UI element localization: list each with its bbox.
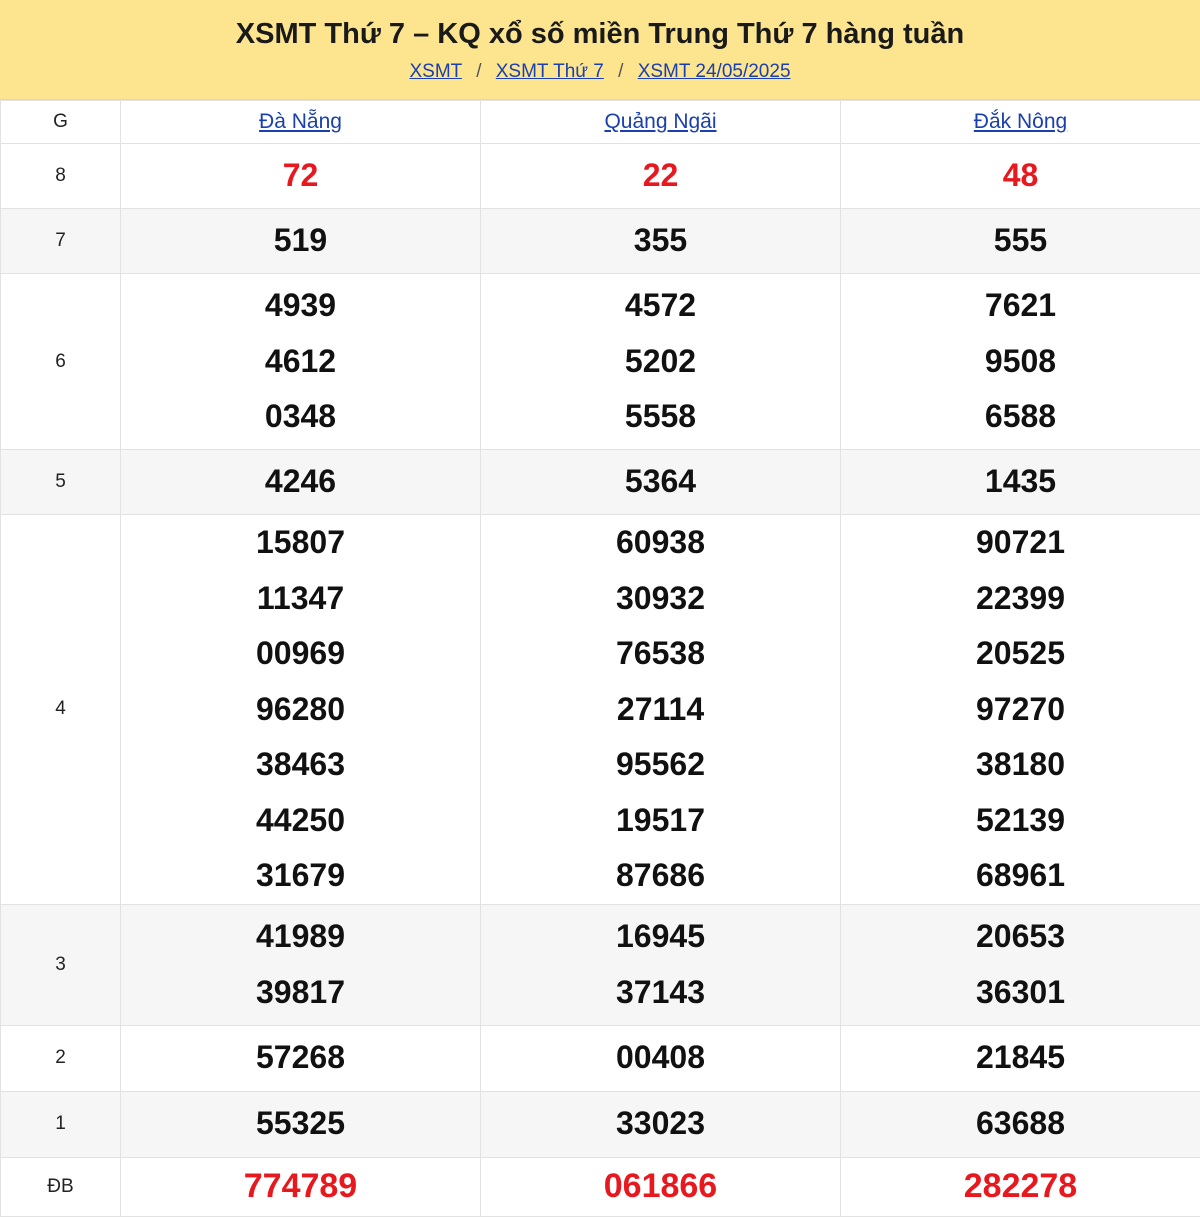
result-number: 63688 — [841, 1096, 1200, 1152]
result-number: 20525 — [841, 626, 1200, 682]
province-link-dak-nong[interactable]: Đắk Nông — [974, 110, 1067, 133]
breadcrumb-separator: / — [618, 61, 623, 82]
province-link-quang-ngai[interactable]: Quảng Ngãi — [604, 110, 716, 133]
prize-label: 2 — [1, 1025, 121, 1091]
result-number: 38463 — [121, 737, 480, 793]
result-number: 90721 — [841, 515, 1200, 571]
special-prize-number: 774789 — [121, 1159, 480, 1215]
result-number: 6588 — [841, 389, 1200, 445]
result-number: 30932 — [481, 571, 840, 627]
results-table — [0, 100, 1200, 1217]
prize-column-header: G — [1, 101, 121, 144]
breadcrumb-xsmt-thu7-link[interactable]: XSMT Thứ 7 — [496, 61, 604, 82]
result-number: 5202 — [481, 334, 840, 390]
result-cell — [841, 274, 1200, 450]
result-number: 355 — [481, 213, 840, 269]
result-number: 15807 — [121, 515, 480, 571]
result-number: 33023 — [481, 1096, 840, 1152]
special-prize-number: 282278 — [841, 1159, 1200, 1215]
prize-row-2 — [1, 1025, 1200, 1091]
page-title: XSMT Thứ 7 – KQ xổ số miền Trung Thứ 7 hàng tuần — [0, 14, 1200, 54]
prize-row-1 — [1, 1091, 1200, 1157]
result-cell — [121, 515, 481, 905]
result-cell — [481, 274, 841, 450]
result-number: 0348 — [121, 389, 480, 445]
prize-row-special — [1, 1157, 1200, 1216]
result-cell — [121, 450, 481, 515]
result-number: 36301 — [841, 965, 1200, 1021]
result-cell — [481, 1025, 841, 1091]
result-cell — [121, 1157, 481, 1216]
prize-row-3 — [1, 904, 1200, 1025]
prize-row-6 — [1, 274, 1200, 450]
result-cell — [841, 904, 1200, 1025]
result-cell — [481, 1091, 841, 1157]
result-cell — [841, 515, 1200, 905]
result-number: 11347 — [121, 571, 480, 627]
table-header-row — [1, 101, 1200, 144]
result-number: 1435 — [841, 454, 1200, 510]
result-cell — [121, 274, 481, 450]
result-cell — [481, 144, 841, 209]
prize-label: 6 — [1, 274, 121, 450]
result-number: 519 — [121, 213, 480, 269]
result-cell — [481, 515, 841, 905]
result-number: 00408 — [481, 1030, 840, 1086]
result-number: 76538 — [481, 626, 840, 682]
prize-row-4 — [1, 515, 1200, 905]
result-number: 60938 — [481, 515, 840, 571]
result-number: 96280 — [121, 682, 480, 738]
result-cell — [481, 209, 841, 274]
breadcrumb-separator: / — [476, 61, 481, 82]
result-cell — [481, 1157, 841, 1216]
result-number: 57268 — [121, 1030, 480, 1086]
result-number: 68961 — [841, 848, 1200, 904]
breadcrumb-date-link[interactable]: XSMT 24/05/2025 — [638, 61, 791, 82]
result-number: 38180 — [841, 737, 1200, 793]
result-number: 97270 — [841, 682, 1200, 738]
result-number: 7621 — [841, 278, 1200, 334]
result-number: 4939 — [121, 278, 480, 334]
result-cell — [841, 1157, 1200, 1216]
result-number: 72 — [121, 148, 480, 204]
result-number: 20653 — [841, 909, 1200, 965]
result-number: 41989 — [121, 909, 480, 965]
prize-row-7 — [1, 209, 1200, 274]
result-cell — [121, 904, 481, 1025]
result-number: 48 — [841, 148, 1200, 204]
result-number: 44250 — [121, 793, 480, 849]
prize-row-5 — [1, 450, 1200, 515]
result-number: 5558 — [481, 389, 840, 445]
result-number: 9508 — [841, 334, 1200, 390]
result-number: 39817 — [121, 965, 480, 1021]
result-cell — [121, 1091, 481, 1157]
result-cell — [481, 450, 841, 515]
prize-row-8 — [1, 144, 1200, 209]
result-number: 95562 — [481, 737, 840, 793]
prize-label: 5 — [1, 450, 121, 515]
result-cell — [121, 209, 481, 274]
result-cell — [841, 144, 1200, 209]
prize-label: 7 — [1, 209, 121, 274]
result-cell — [841, 209, 1200, 274]
result-number: 4572 — [481, 278, 840, 334]
result-number: 52139 — [841, 793, 1200, 849]
prize-label: 8 — [1, 144, 121, 209]
province-header — [121, 101, 481, 144]
result-number: 31679 — [121, 848, 480, 904]
result-number: 5364 — [481, 454, 840, 510]
province-header — [481, 101, 841, 144]
result-number: 27114 — [481, 682, 840, 738]
result-cell — [481, 904, 841, 1025]
result-number: 22399 — [841, 571, 1200, 627]
result-cell — [841, 450, 1200, 515]
prize-label: 3 — [1, 904, 121, 1025]
prize-label: 4 — [1, 515, 121, 905]
special-prize-number: 061866 — [481, 1159, 840, 1215]
result-cell — [841, 1025, 1200, 1091]
result-number: 16945 — [481, 909, 840, 965]
result-number: 00969 — [121, 626, 480, 682]
result-number: 21845 — [841, 1030, 1200, 1086]
result-cell — [841, 1091, 1200, 1157]
result-number: 22 — [481, 148, 840, 204]
result-cell — [121, 144, 481, 209]
page-header — [0, 0, 1200, 100]
result-number: 4246 — [121, 454, 480, 510]
result-number: 4612 — [121, 334, 480, 390]
result-number: 555 — [841, 213, 1200, 269]
result-number: 55325 — [121, 1096, 480, 1152]
breadcrumb-xsmt-link[interactable]: XSMT — [409, 61, 461, 82]
prize-label: 1 — [1, 1091, 121, 1157]
province-header — [841, 101, 1200, 144]
province-link-da-nang[interactable]: Đà Nẵng — [259, 110, 342, 133]
result-number: 37143 — [481, 965, 840, 1021]
result-cell — [121, 1025, 481, 1091]
prize-label: ĐB — [1, 1157, 121, 1216]
breadcrumb — [0, 60, 1200, 84]
result-number: 19517 — [481, 793, 840, 849]
result-number: 87686 — [481, 848, 840, 904]
